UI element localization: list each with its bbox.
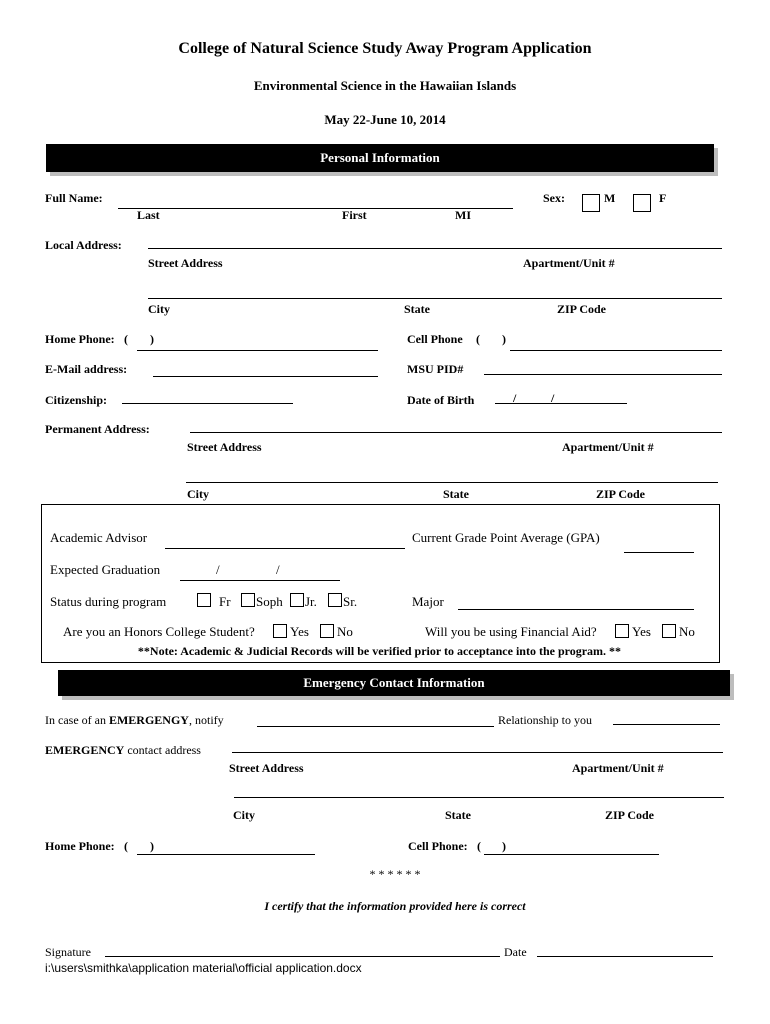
status-fr-label: Fr bbox=[219, 594, 231, 609]
status-jr-label: Jr. bbox=[305, 594, 317, 609]
emergency-home-paren-close: ) bbox=[150, 839, 154, 853]
certify-statement: I certify that the information provided here is correct bbox=[264, 899, 526, 913]
sex-m-label: M bbox=[604, 191, 616, 205]
local-apartment-label: Apartment/Unit # bbox=[523, 256, 615, 270]
emergency-contact-bar: Emergency Contact Information bbox=[58, 670, 730, 696]
emergency-street-field[interactable] bbox=[232, 752, 723, 753]
sex-f-label: F bbox=[659, 191, 667, 205]
status-soph-checkbox[interactable] bbox=[241, 593, 255, 607]
home-phone-paren-close: ) bbox=[150, 332, 154, 346]
cell-phone-paren-close: ) bbox=[502, 332, 506, 346]
verification-note: **Note: Academic & Judicial Records will be verified prior to acceptance into the program. ** bbox=[137, 644, 622, 658]
date-label: Date bbox=[504, 945, 527, 959]
full-name-field[interactable] bbox=[118, 208, 513, 209]
email-field[interactable] bbox=[153, 376, 378, 377]
local-street-field[interactable] bbox=[148, 248, 722, 249]
perm-street-field[interactable] bbox=[190, 432, 722, 433]
full-name-label: Full Name: bbox=[45, 191, 103, 205]
sex-label: Sex: bbox=[543, 191, 565, 205]
msu-pid-label: MSU PID# bbox=[407, 362, 464, 376]
status-sr-label: Sr. bbox=[343, 594, 358, 609]
status-fr-checkbox[interactable] bbox=[197, 593, 211, 607]
perm-state-label: State bbox=[443, 487, 469, 501]
expected-grad-label: Expected Graduation bbox=[50, 562, 161, 577]
relationship-field[interactable] bbox=[613, 724, 720, 725]
emergency-city-label: City bbox=[233, 808, 255, 822]
personal-info-bar: Personal Information bbox=[46, 144, 714, 172]
emergency-street-label: Street Address bbox=[229, 761, 304, 775]
emergency-home-phone-label: Home Phone: bbox=[45, 839, 115, 853]
form-title: College of Natural Science Study Away Program Application bbox=[178, 40, 592, 57]
emergency-cell-phone-label: Cell Phone: bbox=[408, 839, 468, 853]
citizenship-label: Citizenship: bbox=[45, 393, 108, 407]
status-label: Status during program bbox=[50, 594, 167, 609]
perm-apartment-label: Apartment/Unit # bbox=[562, 440, 654, 454]
local-city-field[interactable] bbox=[148, 298, 722, 299]
local-state-label: State bbox=[404, 302, 430, 316]
signature-field[interactable] bbox=[105, 956, 500, 957]
cell-phone-paren-open: ( bbox=[476, 332, 480, 346]
honors-question: Are you an Honors College Student? bbox=[63, 624, 255, 639]
expected-grad-field[interactable] bbox=[180, 580, 340, 581]
status-jr-checkbox[interactable] bbox=[290, 593, 304, 607]
citizenship-field[interactable] bbox=[122, 403, 293, 404]
honors-no-label: No bbox=[337, 624, 353, 639]
file-path-footer: i:\users\smithka\application material\official application.docx bbox=[45, 961, 362, 975]
emergency-notify-field[interactable] bbox=[257, 726, 494, 727]
date-field[interactable] bbox=[537, 956, 713, 957]
aid-yes-checkbox[interactable] bbox=[615, 624, 629, 638]
home-phone-label: Home Phone: bbox=[45, 332, 115, 346]
local-address-label: Local Address: bbox=[45, 238, 122, 252]
emergency-state-label: State bbox=[445, 808, 471, 822]
aid-question: Will you be using Financial Aid? bbox=[425, 624, 597, 639]
aid-no-label: No bbox=[679, 624, 695, 639]
home-phone-field[interactable] bbox=[137, 350, 378, 351]
perm-city-field[interactable] bbox=[186, 482, 718, 483]
honors-no-checkbox[interactable] bbox=[320, 624, 334, 638]
dob-label: Date of Birth bbox=[407, 393, 475, 407]
status-sr-checkbox[interactable] bbox=[328, 593, 342, 607]
grad-slash-1: / bbox=[216, 562, 220, 577]
sex-m-checkbox[interactable] bbox=[582, 194, 600, 212]
major-field[interactable] bbox=[458, 609, 694, 610]
honors-yes-label: Yes bbox=[290, 624, 309, 639]
aid-no-checkbox[interactable] bbox=[662, 624, 676, 638]
emergency-home-paren-open: ( bbox=[124, 839, 128, 853]
email-label: E-Mail address: bbox=[45, 362, 128, 376]
emergency-apartment-label: Apartment/Unit # bbox=[572, 761, 664, 775]
sex-f-checkbox[interactable] bbox=[633, 194, 651, 212]
program-dates: May 22-June 10, 2014 bbox=[324, 112, 446, 127]
permanent-address-label: Permanent Address: bbox=[45, 422, 150, 436]
local-street-label: Street Address bbox=[148, 256, 223, 270]
cell-phone-field[interactable] bbox=[510, 350, 722, 351]
dob-slash-1: / bbox=[513, 391, 517, 405]
honors-yes-checkbox[interactable] bbox=[273, 624, 287, 638]
separator-stars: * * * * * * bbox=[369, 867, 421, 881]
perm-zip-label: ZIP Code bbox=[596, 487, 646, 501]
status-soph-label: Soph bbox=[256, 594, 283, 609]
relationship-label: Relationship to you bbox=[498, 713, 592, 727]
aid-yes-label: Yes bbox=[632, 624, 651, 639]
gpa-label: Current Grade Point Average (GPA) bbox=[412, 530, 600, 545]
mi-label: MI bbox=[455, 208, 471, 222]
first-label: First bbox=[342, 208, 367, 222]
academic-advisor-label: Academic Advisor bbox=[50, 530, 148, 545]
emergency-address-label: EMERGENCY contact address bbox=[45, 743, 201, 757]
cell-phone-label: Cell Phone bbox=[407, 332, 463, 346]
emergency-home-phone-field[interactable] bbox=[137, 854, 315, 855]
dob-slash-2: / bbox=[551, 391, 555, 405]
perm-city-label: City bbox=[187, 487, 209, 501]
msu-pid-field[interactable] bbox=[484, 374, 722, 375]
major-label: Major bbox=[412, 594, 444, 609]
signature-label: Signature bbox=[45, 945, 91, 959]
gpa-field[interactable] bbox=[624, 552, 694, 553]
emergency-zip-label: ZIP Code bbox=[605, 808, 655, 822]
emergency-notify-label: In case of an EMERGENGY, notify bbox=[45, 713, 224, 727]
form-subtitle: Environmental Science in the Hawaiian Islands bbox=[253, 78, 517, 93]
local-zip-label: ZIP Code bbox=[557, 302, 607, 316]
emergency-city-field[interactable] bbox=[234, 797, 724, 798]
last-label: Last bbox=[137, 208, 160, 222]
grad-slash-2: / bbox=[276, 562, 280, 577]
perm-street-label: Street Address bbox=[187, 440, 262, 454]
emergency-cell-paren-close: ) bbox=[502, 839, 506, 853]
emergency-cell-phone-field[interactable] bbox=[484, 854, 659, 855]
local-city-label: City bbox=[148, 302, 170, 316]
emergency-cell-paren-open: ( bbox=[477, 839, 481, 853]
academic-advisor-field[interactable] bbox=[165, 548, 405, 549]
home-phone-paren-open: ( bbox=[124, 332, 128, 346]
